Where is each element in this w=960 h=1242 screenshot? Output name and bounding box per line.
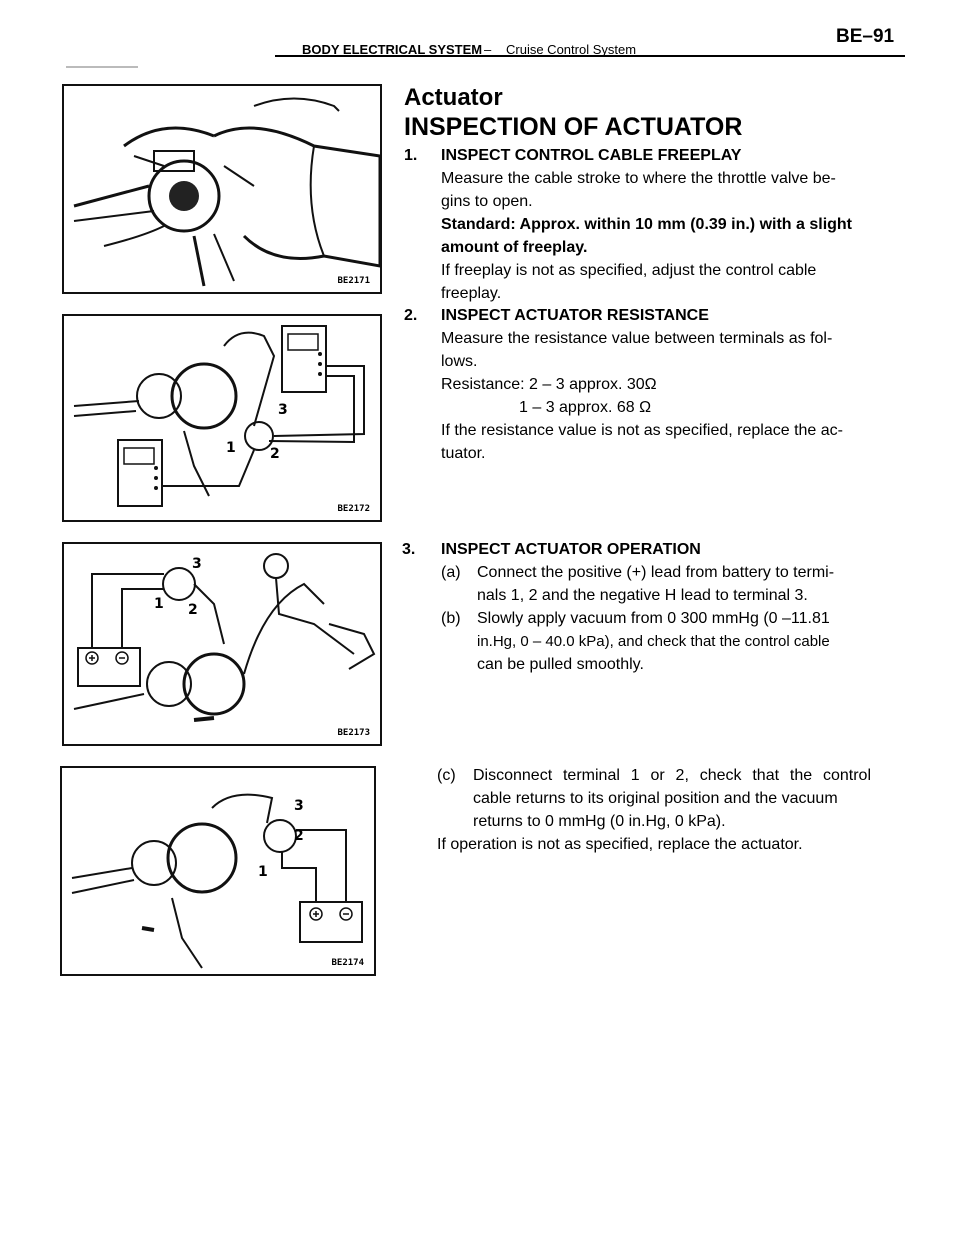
figure-cable-freeplay	[62, 84, 382, 294]
step1-line2: gins to open.	[441, 193, 533, 210]
page-header	[0, 0, 960, 70]
step2-line1: Measure the resistance value between terminals as fol-	[441, 330, 833, 347]
step3b-label: (b)	[441, 610, 461, 627]
figure-actuator-operation	[62, 542, 382, 746]
step3b-line1: Slowly apply vacuum from 0 300 mmHg (0 –11.81	[477, 610, 830, 627]
step2-line4: tuator.	[441, 445, 486, 462]
figure-code: BE2173	[337, 728, 370, 738]
step1-line1: Measure the cable stroke to where the throttle valve be-	[441, 170, 836, 187]
header-section: BODY ELECTRICAL SYSTEM	[302, 42, 483, 57]
step1-body	[441, 167, 871, 305]
page-number: BE–91	[836, 26, 895, 47]
step3a-label: (a)	[441, 564, 461, 581]
step3b-body	[477, 607, 877, 676]
step1-title: INSPECT CONTROL CABLE FREEPLAY	[441, 147, 742, 164]
step3a-line1: Connect the positive (+) lead from battery to termi-	[477, 564, 835, 581]
callout-3: 3	[278, 402, 288, 418]
figure-code: BE2171	[337, 276, 370, 286]
step1-standard2: amount of freeplay.	[441, 239, 588, 256]
figure-code: BE2172	[337, 504, 370, 514]
step3c-body	[473, 764, 871, 833]
step3b-line3: can be pulled smoothly.	[477, 656, 644, 673]
callout-2: 2	[188, 602, 198, 618]
step1-number: 1.	[404, 147, 418, 164]
section-subtitle: INSPECTION OF ACTUATOR	[404, 113, 743, 141]
header-subsection: Cruise Control System	[506, 42, 637, 57]
figure-actuator-resistance	[62, 314, 382, 522]
step1-line3: If freeplay is not as specified, adjust the control cable	[441, 262, 817, 279]
figure-code: BE2174	[331, 958, 364, 968]
step3-final: If operation is not as specified, replace the actuator.	[437, 836, 803, 853]
step1-standard1: Standard: Approx. within 10 mm (0.39 in.) with a slight	[441, 216, 853, 233]
step3-title: INSPECT ACTUATOR OPERATION	[441, 541, 701, 558]
step3a-line2: nals 1, 2 and the negative H lead to terminal 3.	[477, 587, 808, 604]
step2-line2: lows.	[441, 353, 478, 370]
callout-1: 1	[154, 596, 164, 612]
step2-resistance2: 1 – 3 approx. 68 Ω	[519, 399, 652, 416]
step2-resistance1: Resistance: 2 – 3 approx. 30Ω	[441, 376, 657, 393]
step3c-label: (c)	[437, 767, 456, 784]
step3b-line2: in.Hg, 0 – 40.0 kPa), and check that the control cable	[477, 633, 830, 650]
step3-number: 3.	[402, 541, 416, 558]
callout-3: 3	[192, 556, 202, 572]
section-title: Actuator	[404, 84, 503, 111]
step2-title: INSPECT ACTUATOR RESISTANCE	[441, 307, 709, 324]
step2-number: 2.	[404, 307, 418, 324]
step1-line4: freeplay.	[441, 285, 502, 302]
scan-smudge	[66, 66, 138, 68]
step3c-line1: Disconnect terminal 1 or 2, check that the control	[473, 767, 871, 784]
callout-3: 3	[294, 798, 304, 814]
step3a-body	[477, 561, 871, 607]
step3c-line3: returns to 0 mmHg (0 in.Hg, 0 kPa).	[473, 813, 726, 830]
callout-2: 2	[270, 446, 280, 462]
header-dash: –	[484, 42, 492, 57]
figure-actuator-return	[60, 766, 376, 976]
step2-body	[441, 327, 871, 465]
step2-line3: If the resistance value is not as specified, replace the ac-	[441, 422, 843, 439]
callout-1: 1	[226, 440, 236, 456]
callout-1: 1	[258, 864, 268, 880]
callout-2: 2	[294, 828, 304, 844]
step3c-line2: cable returns to its original position and the vacuum	[473, 790, 838, 807]
